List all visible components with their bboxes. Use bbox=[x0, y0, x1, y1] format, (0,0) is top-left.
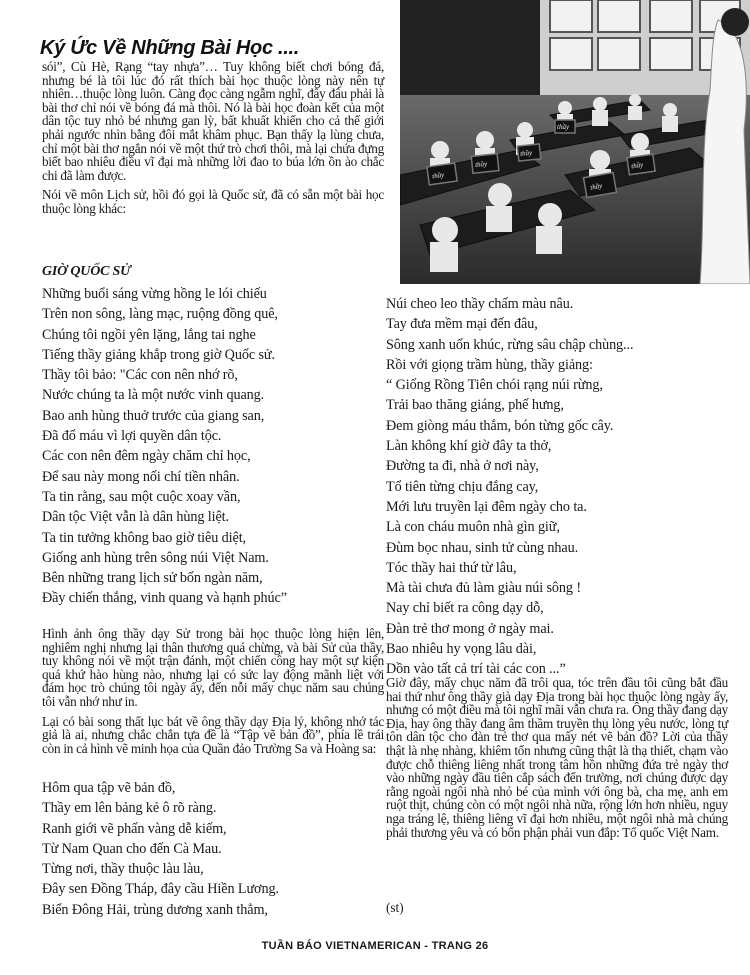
poem-tap-ve-ban-do-part2 bbox=[386, 294, 741, 680]
poem-line: Để sau này mong nối chí tiền nhân. bbox=[42, 468, 240, 485]
poem-line: Đây sen Đồng Tháp, đây cầu Hiền Lương. bbox=[42, 881, 279, 898]
article-title: Ký Ức Về Những Bài Học .... bbox=[40, 37, 300, 59]
slate-word: thầy bbox=[474, 159, 488, 170]
paragraph: Nói về môn Lịch sử, hồi đó gọi là Quốc sử, đã có sẵn một bài học thuộc lòng khác: bbox=[42, 187, 384, 216]
poem-line: Những buổi sáng vừng hồng le lói chiếu bbox=[42, 286, 267, 302]
poem-line: Làn không khí giờ đây ta thở, bbox=[386, 438, 552, 455]
body-text-history bbox=[42, 627, 384, 755]
poem-line: Giống anh hùng trên sông núi Việt Nam. bbox=[42, 549, 269, 566]
poem-line: Từng nơi, thầy thuộc làu làu, bbox=[42, 861, 204, 878]
poem-line: Ta tin rằng, sau một cuộc xoay vần, bbox=[42, 488, 241, 505]
poem-line: Trải bao thăng giáng, phế hưng, bbox=[386, 397, 564, 414]
poem-line: Là con cháu muôn nhà gìn giữ, bbox=[386, 519, 560, 536]
poem-line: Nay chỉ biết ra công dạy dỗ, bbox=[386, 600, 544, 617]
poem-line: Đùm bọc nhau, sinh tử cùng nhau. bbox=[386, 539, 579, 556]
slate-word: thầy bbox=[589, 181, 603, 192]
poem-line: Đàn trẻ thơ mong ở ngày mai. bbox=[386, 620, 554, 637]
poem-heading: GIỜ QUỐC SỬ bbox=[42, 264, 131, 279]
paragraph: Lại có bài song thất lục bát về ông thầy dạy Địa lý, không nhớ tác giả là ai, nhưng chắc chắn tựa đề là “Tập vẽ bản đồ”, phía lề trái còn in cả hình vẽ minh họa của Quần đảo Trường Sa và Hoàng sa: bbox=[42, 713, 384, 756]
slate-word: thầy bbox=[431, 170, 445, 181]
poem-line: Ranh giới vẽ phấn vàng dễ kiếm, bbox=[42, 820, 227, 837]
slate-word: thầy bbox=[557, 123, 570, 131]
classroom-photo bbox=[400, 0, 750, 284]
poem-line: Rồi với giọng trầm hùng, thầy giảng: bbox=[386, 356, 593, 373]
poem-line: Bên những trang lịch sử bốn ngàn năm, bbox=[42, 570, 263, 587]
poem-line: Sông xanh uốn khúc, rừng sâu chập chùng... bbox=[386, 336, 634, 353]
poem-line: Chúng tôi ngồi yên lặng, lắng tai nghe bbox=[42, 326, 256, 343]
poem-line: Đã đổ máu vì lợi quyền dân tộc. bbox=[42, 428, 222, 445]
poem-gio-quoc-su bbox=[42, 284, 387, 609]
poem-line: Bao nhiêu hy vọng lâu dài, bbox=[386, 641, 537, 658]
paragraph: Hình ảnh ông thầy dạy Sử trong bài học thuộc lòng hiện lên, nghiêm nghị nhưng lại thân thương quá chừng, và bài Sử của thầy, tuy không nói về một trận đánh, một chiến công hay một sự kiện quá khứ hào hùng nào, nhưng lại có sức lay động mãnh liệt với đám học trò chúng tôi ngày ấy, đến nỗi mấy chục năm sau chúng tôi vẫn nhớ như in. bbox=[42, 626, 384, 709]
poem-line: Trên non sông, làng mạc, ruộng đồng quê, bbox=[42, 306, 278, 323]
body-text-geography bbox=[386, 676, 728, 839]
poem-line: Dân tộc Việt vẫn là dân hùng liệt. bbox=[42, 509, 229, 526]
slate-word: thầy bbox=[630, 160, 644, 171]
poem-tap-ve-ban-do-part1 bbox=[42, 778, 387, 920]
poem-line: Nước chúng ta là một nước vinh quang. bbox=[42, 387, 265, 404]
poem-line: Tóc thầy hai thứ từ lâu, bbox=[386, 559, 517, 576]
poem-line: Biển Đông Hải, trùng dương xanh thẳm, bbox=[42, 901, 268, 918]
poem-line: Các con nên đêm ngày chăm chỉ học, bbox=[42, 448, 251, 465]
poem-line: Mà tài chưa đủ làm giàu núi sông ! bbox=[386, 580, 581, 597]
poem-line: Đầy chiến thắng, vinh quang và hạnh phúc” bbox=[42, 590, 287, 607]
poem-line: Mới lưu truyền lại đêm ngày cho ta. bbox=[386, 498, 587, 515]
article-signature: (st) bbox=[386, 900, 404, 915]
page-footer: TUẦN BÁO VIETNAMERICAN - TRANG 26 bbox=[261, 940, 489, 952]
poem-line: Thầy em lên bảng kẻ ô rõ ràng. bbox=[42, 800, 217, 817]
paragraph: sói”, Cù Hè, Rạng “tay nhựa”… Tuy không biết chơi bóng đá, nhưng bé là tôi lúc đó rất thích bài học thuộc lòng này nên tự nhiên…thuộc lòng luôn. Càng đọc càng ngẫm nghĩ, đây đâu phải là bài thơ chỉ nói về bóng đá mà thôi. Nó là bài học đoàn kết của một dân tộc tuy nhỏ bé nhưng gan lỳ, bất khuất khiến cho cả thế giới phải ngước nhìn bằng đôi mắt khâm phục. Bạn thấy lạ lùng chưa, chỉ một bài thơ ngắn nói về một thứ trò chơi thôi, mà lại chứa đựng biết bao nhiêu điều vĩ đại mà những lời đao to búa lớn ồn ào chắc chi đã làm được. bbox=[42, 59, 384, 183]
poem-line: Hôm qua tập vẽ bản đồ, bbox=[42, 780, 176, 796]
poem-line: Từ Nam Quan cho đến Cà Mau. bbox=[42, 840, 222, 857]
paragraph: Giờ đây, mấy chục năm đã trôi qua, tóc trên đầu tôi cũng bắt đầu hai thứ như ông thầy già dạy Địa trong bài học thuộc lòng ngày ấy, nhưng có một điều mà tôi nghĩ mãi vẫn chưa ra. Ông thầy đang dạy Địa, hay ông thầy đang âm thầm truyền thụ lòng yêu nước, lòng tự tôn dân tộc cho đàn trẻ thơ qua mấy nét vẽ bản đồ? Lời của thầy thật là nhẹ nhàng, khiêm tốn nhưng cũng thật là thạ thiết, chạm vào được chỗ thiêng liêng nhất trong tâm hồn những đứa trẻ ngày thơ vào những ngày đầu tiên cắp sách đến trường, nơi chúng được dạy rằng ngoài ngôi nhà nhỏ bé của mình với ông bà, cha mẹ, anh em ruột thịt, chúng còn có một ngôi nhà nữa, rộng lớn hơn nhiều, nguy nga tráng lệ, thiêng liêng vĩ đại hơn nhiều, một ngôi nhà mà chúng phải thương yêu và có bổn phận phải vun đắp: Tổ quốc Việt Nam. bbox=[386, 675, 728, 840]
poem-line: Dồn vào tất cả trí tài các con ...” bbox=[386, 661, 566, 678]
poem-line: Tiếng thầy giảng khắp trong giờ Quốc sử. bbox=[42, 346, 275, 363]
poem-line: Ta tin tưởng không bao giờ tiêu diệt, bbox=[42, 529, 246, 546]
poem-line: Bao anh hùng thuở trước của giang san, bbox=[42, 407, 265, 424]
poem-line: “ Giống Rồng Tiên chói rạng núi rừng, bbox=[386, 377, 603, 394]
classroom-photo-drawing bbox=[400, 0, 750, 284]
slate-word: thầy bbox=[519, 148, 533, 158]
poem-line: Thầy tôi bảo: "Các con nên nhớ rõ, bbox=[42, 367, 238, 384]
poem-line: Đường ta đi, nhà ở nơi này, bbox=[386, 458, 539, 475]
intro-text bbox=[42, 60, 384, 216]
poem-line: Đem giòng máu thắm, bón từng gốc cây. bbox=[386, 417, 614, 434]
poem-line: Tổ tiên từng chịu đắng cay, bbox=[386, 478, 539, 495]
poem-line: Núi cheo leo thầy chấm màu nâu. bbox=[386, 296, 574, 312]
poem-line: Tay đưa mềm mại đến đâu, bbox=[386, 316, 538, 333]
